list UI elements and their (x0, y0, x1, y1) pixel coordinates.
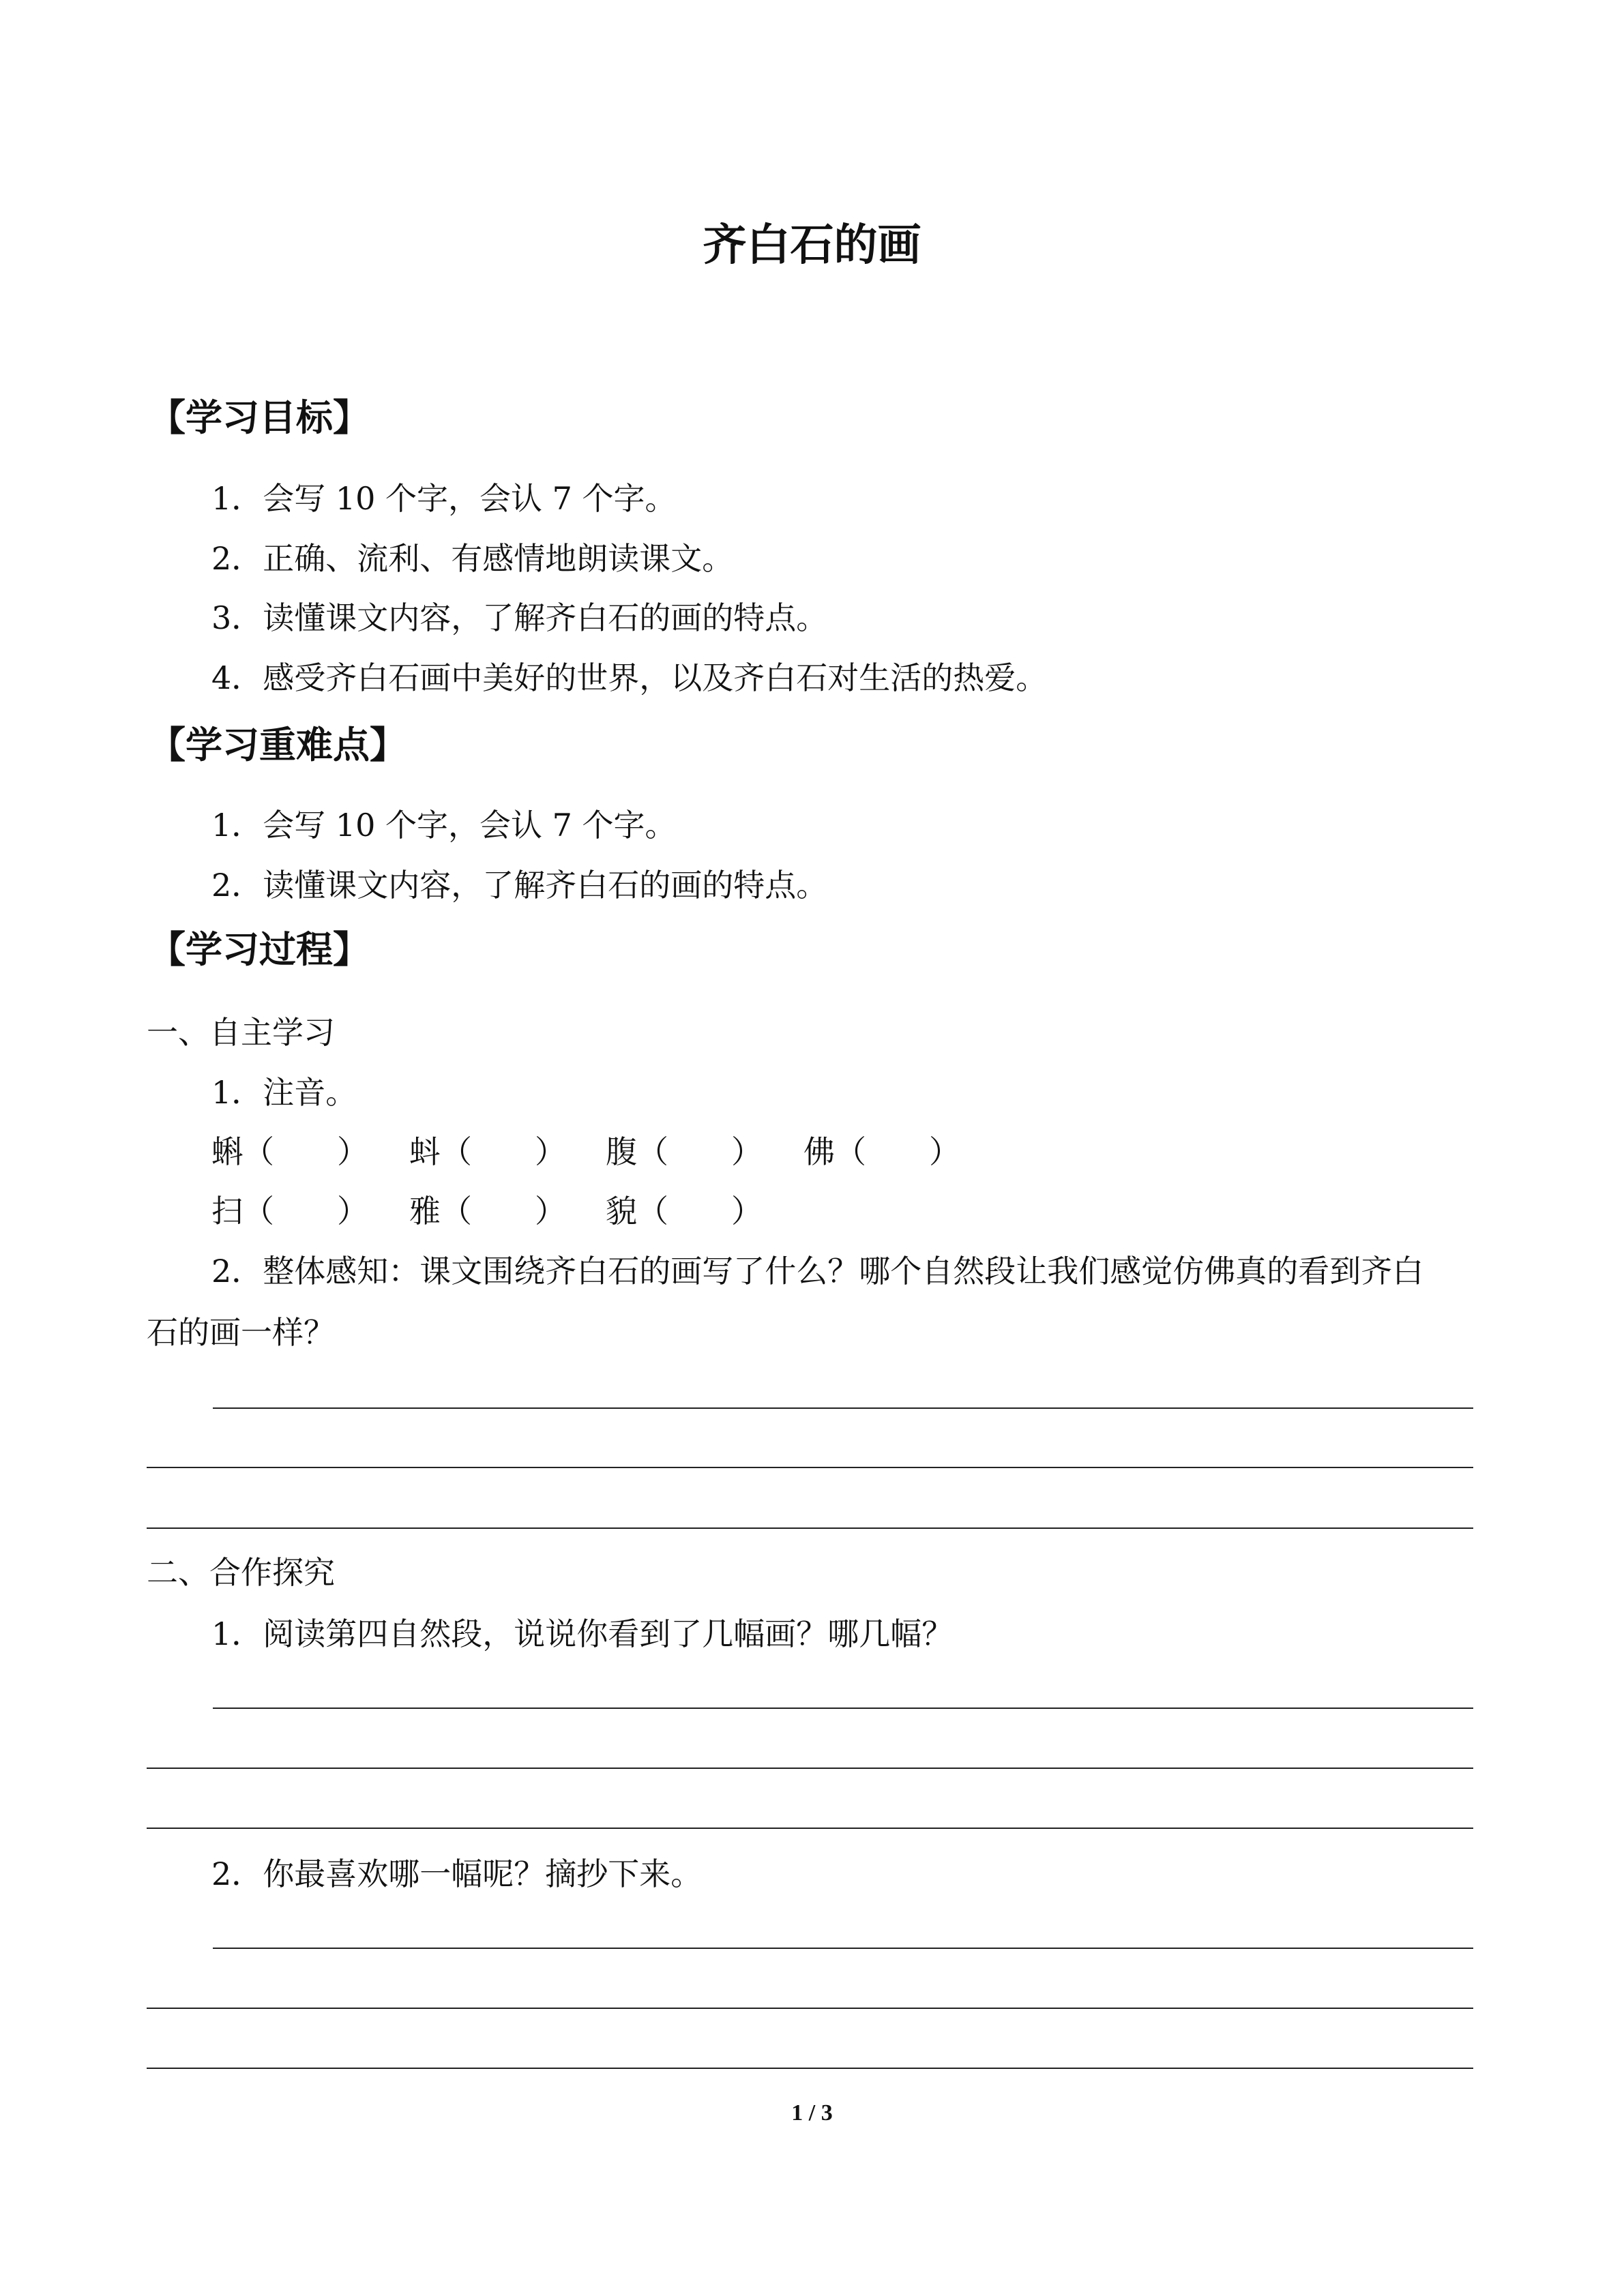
pinyin-item: 佛（ ） (803, 1133, 960, 1170)
answer-line[interactable] (213, 1407, 1473, 1409)
part1-q2-line1: 2．整体感知：课文围绕齐白石的画写了什么？哪个自然段让我们感觉仿佛真的看到齐白 (211, 1253, 1424, 1289)
part2-q1: 1．阅读第四自然段，说说你看到了几幅画？哪几幅？ (211, 1615, 954, 1652)
pinyin-item: 腹（ ） (606, 1133, 763, 1170)
goals-heading: 【学习目标】 (149, 396, 370, 439)
answer-line[interactable] (147, 2008, 1473, 2009)
goal-item-1: 1．会写 10 个字，会认 7 个字。 (211, 480, 677, 517)
answer-line[interactable] (147, 2068, 1473, 2069)
pinyin-item: 蝌（ ） (211, 1133, 368, 1170)
process-heading: 【学习过程】 (149, 928, 370, 971)
pinyin-item: 扫（ ） (211, 1193, 368, 1229)
part2-q2: 2．你最喜欢哪一幅呢？摘抄下来。 (211, 1855, 703, 1892)
page-title: 齐白石的画 (703, 220, 921, 271)
goal-item-4: 4．感受齐白石画中美好的世界，以及齐白石对生活的热爱。 (211, 659, 1048, 696)
key-point-1: 1．会写 10 个字，会认 7 个字。 (211, 807, 677, 844)
answer-line[interactable] (213, 1948, 1473, 1949)
answer-line[interactable] (147, 1467, 1473, 1468)
goal-item-2: 2．正确、流利、有感情地朗读课文。 (211, 540, 734, 577)
part2-heading: 二、合作探究 (147, 1554, 335, 1591)
answer-line[interactable] (147, 1768, 1473, 1769)
part1-heading: 一、自主学习 (147, 1014, 335, 1051)
page-number: 1 / 3 (791, 2100, 833, 2126)
answer-line[interactable] (147, 1527, 1473, 1529)
answer-line[interactable] (147, 1828, 1473, 1829)
pinyin-item: 貌（ ） (606, 1193, 763, 1229)
pinyin-item: 雅（ ） (409, 1193, 566, 1229)
pinyin-item: 蚪（ ） (409, 1133, 566, 1170)
goal-item-3: 3．读懂课文内容，了解齐白石的画的特点。 (211, 599, 828, 636)
answer-line[interactable] (213, 1708, 1473, 1709)
key-point-2: 2．读懂课文内容，了解齐白石的画的特点。 (211, 867, 828, 904)
part1-q1: 1．注音。 (211, 1074, 357, 1111)
part1-q2-line2: 石的画一样？ (147, 1314, 335, 1351)
key-points-heading: 【学习重难点】 (149, 724, 407, 766)
